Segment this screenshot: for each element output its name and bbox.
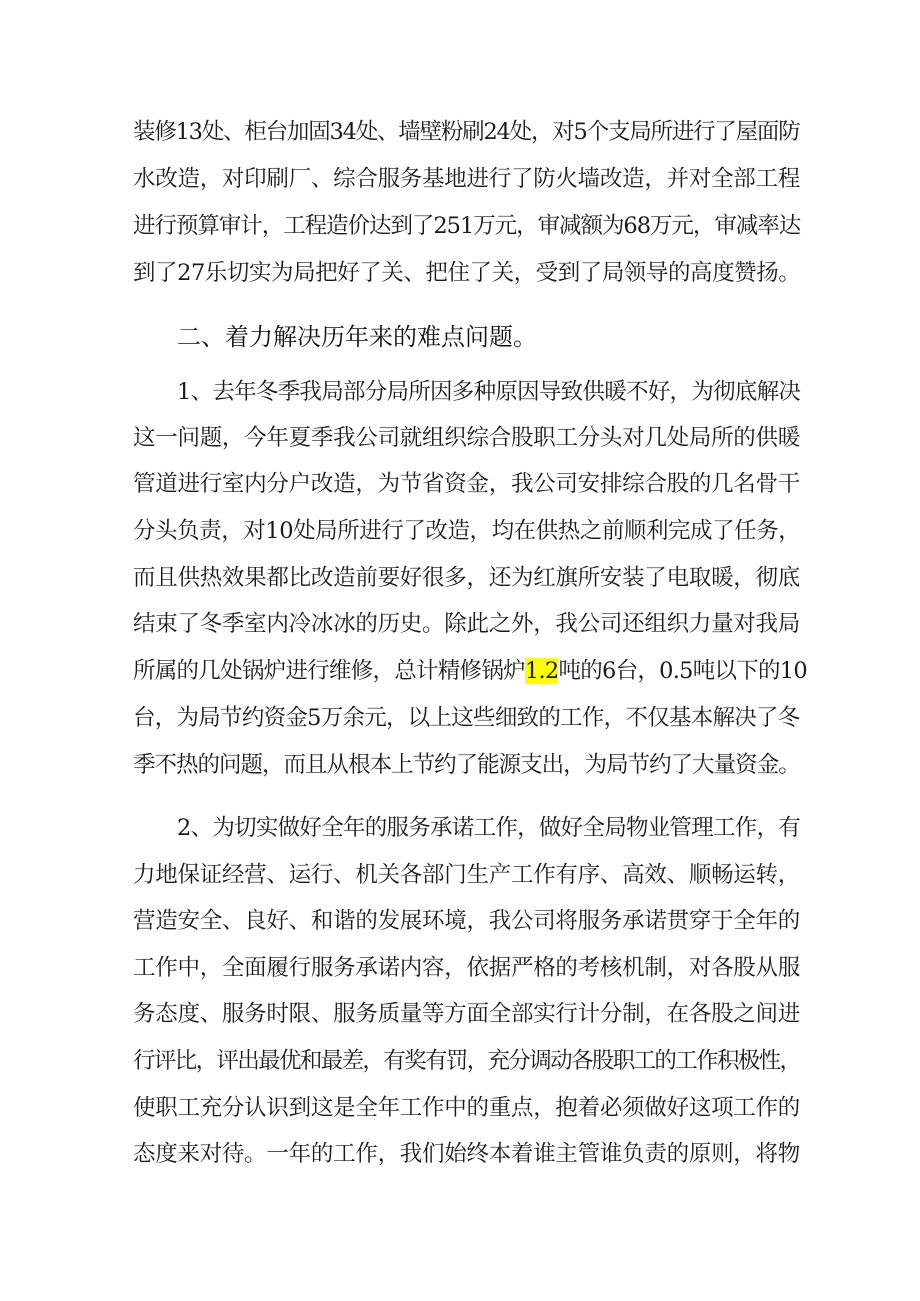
paragraph-line: 水改造，对印刷厂、综合服务基地进行了防火墙改造，并对全部工程 [133, 166, 801, 192]
section-heading: 二、着力解决历年来的难点问题。 [177, 323, 537, 351]
paragraph-line: 务态度、服务时限、服务质量等方面全部实行计分制，在各股之间进 [133, 1001, 801, 1027]
paragraph-line-highlighted [133, 656, 807, 686]
paragraph-line: 季不热的问题，而且从根本上节约了能源支出，为局节约了大量资金。 [133, 752, 800, 778]
paragraph-line: 而且供热效果都比改造前要好很多，还为红旗所安装了电取暖，彻底 [133, 565, 801, 591]
paragraph-line: 台，为局节约资金5万余元，以上这些细致的工作，不仅基本解决了冬 [133, 705, 800, 731]
paragraph-line: 结束了冬季室内冷冰冰的历史。除此之外，我公司还组织力量对我局 [133, 611, 801, 637]
text-segment: 吨的6台，0.5吨以下的10 [558, 658, 807, 684]
paragraph-line: 行评比，评出最优和最差，有奖有罚，充分调动各股职工的工作积极性， [133, 1048, 801, 1074]
paragraph-line: 营造安全、良好、和谐的发展环境，我公司将服务承诺贯穿于全年的 [133, 908, 801, 934]
paragraph-line: 分头负责，对10处局所进行了改造，均在供热之前顺利完成了任务， [133, 518, 801, 544]
paragraph-line: 到了27乐切实为局把好了关、把住了关，受到了局领导的高度赞扬。 [133, 260, 801, 286]
paragraph-line: 管道进行室内分户改造，为节省资金，我公司安排综合股的几名骨干 [133, 471, 801, 497]
paragraph-line: 装修13处、柜台加固34处、墙壁粉刷24处，对5个支局所进行了屋面防 [133, 119, 800, 145]
paragraph-line: 使职工充分认识到这是全年工作中的重点，抱着必须做好这项工作的 [133, 1095, 801, 1121]
paragraph-line: 工作中，全面履行服务承诺内容，依据严格的考核机制，对各股从服 [133, 955, 801, 981]
paragraph-line: 2、为切实做好全年的服务承诺工作，做好全局物业管理工作，有 [177, 815, 801, 841]
paragraph-line: 态度来对待。一年的工作，我们始终本着谁主管谁负责的原则，将物 [133, 1141, 801, 1167]
paragraph-line: 进行预算审计，工程造价达到了251万元，审减额为68万元，审减率达 [133, 213, 801, 239]
paragraph-line: 这一问题，今年夏季我公司就组织综合股职工分头对几处局所的供暖 [133, 425, 801, 451]
paragraph-line: 力地保证经营、运行、机关各部门生产工作有序、高效、顺畅运转， [133, 862, 801, 888]
text-segment: 所属的几处锅炉进行维修，总计精修锅炉 [133, 658, 525, 684]
paragraph-line: 1、去年冬季我局部分局所因多种原因导致供暖不好，为彻底解决 [177, 379, 801, 405]
highlighted-text: 1.2 [524, 658, 559, 684]
